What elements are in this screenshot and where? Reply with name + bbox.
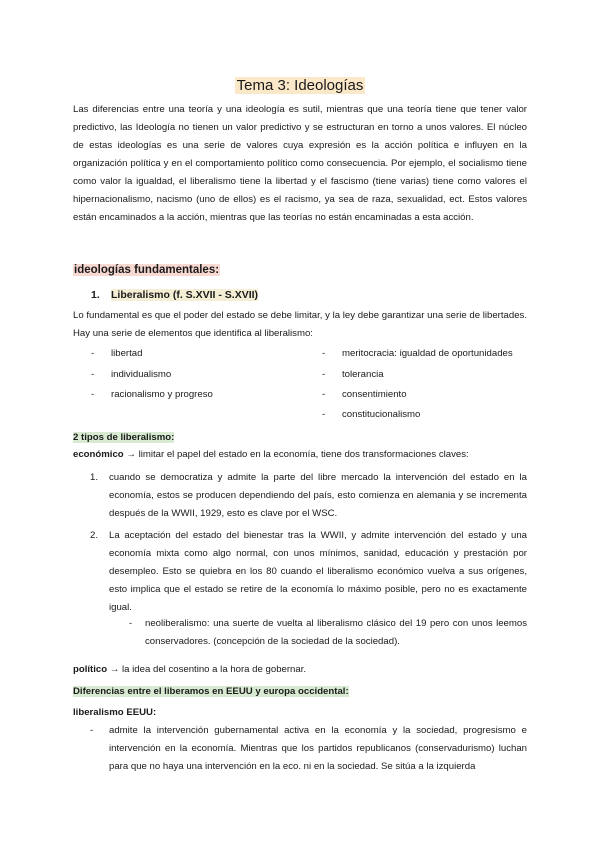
liberalismo-paragraph: Lo fundamental es que el poder del estado se debe limitar, y la ley debe garantizar una serie de libertades. Hay una serie de elementos que identifica al liberalismo:: [73, 310, 527, 339]
heading-text: Liberalismo (f. S.XVII - S.XVII): [111, 289, 259, 301]
heading-diferencias: Diferencias entre el liberamos en EEUU y europa occidental:: [73, 686, 349, 697]
document-page: Tema 3: Ideologías Las diferencias entre una teoría y una ideología es sutil, mientras que una teoría tiene que tener valor predictivo, las Ideología no tienen un valor predictivo y se estructuran en torno a unos valores. El núcleo de estas ideologías es una serie de valores cuya expresión es la acción política e influyen en la organización política y en el comportamiento político como consecuencia. Por ejemplo, el socialismo tiene como valor la igualdad, el liberalismo tiene la libertad y el fascismo (tiene varias) tiene como valores el hipernacionalismo, nacismo (uno de ellos) es el racismo, ya sea de raza, sexualidad, ect. Estos valores están encaminados a la acción, mientras que las teorías no están encaminadas a esta acción. ideologías fundamentales: 1. Liberalismo (f. S.XVII - S.XVII) Lo fundamental es que el poder del estado se debe limitar, y la ley debe garantizar una serie de libertades. Hay una serie de elementos que identifica al liberalismo: - libertad - individualismo - racionalismo y progreso - meritocracia: igualdad de oportunidades - tolerancia - consentimiento - constitucionalismo 2 tipos de liberalismo: económico → limitar el papel del estado en la economía, tiene dos transformaciones claves: 1. cuando se democratiza y admite la parte del libre mercado la intervención del estado en la economía, estos se producen dependiendo del país, esto comienza en alemania y se incrementa después de la WWII, 1929, esto es clave por el WSC. 2. La aceptación del estado del bienestar tras la WWII, y admite intervención del estado y una economía mixta como algo normal, con unos mínimos, sanidad, educación y prestación por desempleo. Esto se quiebra en los 80 cuando el liberalismo económico vuelva a sus orígenes, esto implica que el estado se retire de la economía lo máximo posible, pero no es exactamente igual. - neoliberalismo: una suerte de vuelta al liberalismo clásico del 19 pero con unos leemos conservadores. (concepción de la sociedad de la sociedad). político → la idea del cosentino a la hora de gobernar. Diferencias entre el liberamos en EEUU y europa occidental: liberalismo EEUU: - admite la intervención gubernamental activa en la economía y la sociedad, progresismo e intervención en la economía. Mientras que los partidos republicanos (conservadurismo) luchan para que no haya una intervención en la eco. ni en la sociedad. Se sitúa a la izquierda: [0, 0, 600, 848]
neoliberalismo-item: - neoliberalismo: una suerte de vuelta al liberalismo clásico del 19 pero con unos leemos conservadores. (concepción de la sociedad de la sociedad).: [129, 618, 527, 647]
numbered-item: 1. cuando se democratiza y admite la parte del libre mercado la intervención del estado en la economía, estos se producen dependiendo del país, esto comienza en alemania y se incrementa después de la WWII, 1929, esto es clave por el WSC.: [90, 472, 527, 519]
heading-ideologias-fundamentales: ideologías fundamentales:: [74, 264, 220, 276]
page-title: Tema 3: Ideologías: [236, 77, 364, 94]
eeuu-item: - admite la intervención gubernamental activa en la economía y la sociedad, progresismo e intervención en la economía. Mientras que los partidos republicanos (conservadurismo) luchan para que no haya una intervención en la eco. ni en la sociedad. Se sitúa a la izquierda: [90, 725, 527, 772]
heading-liberalismo-eeuu: liberalismo EEUU:: [73, 707, 157, 718]
numbered-item: 2. La aceptación del estado del bienestar tras la WWII, y admite intervención del estado y una economía mixta como algo normal, con unos mínimos, sanidad, educación y prestación por desempleo. Esto se quiebra en los 80 cuando el liberalismo económico vuelva a sus orígenes, esto implica que el estado se retire de la economía lo máximo posible, pero no es exactamente igual.: [90, 530, 527, 613]
politico-line: político → la idea del cosentino a la hora de gobernar.: [73, 664, 307, 675]
heading-tipos-liberalismo: 2 tipos de liberalismo:: [73, 432, 175, 443]
economico-line: económico → limitar el papel del estado en la economía, tiene dos transformaciones claves:: [73, 449, 469, 460]
intro-paragraph: Las diferencias entre una teoría y una ideología es sutil, mientras que una teoría tiene que tener valor predictivo, las Ideología no tienen un valor predictivo y se estructuran en torno a unos valores. El núcleo de estas ideologías es una serie de valores cuya expresión es la acción política e influyen en la organización política y en el comportamiento político como consecuencia. Por ejemplo, el socialismo tiene como valor la igualdad, el liberalismo tiene la libertad y el fascismo (tiene varias) tiene como valores el hipernacionalismo, nacismo (uno de ellos) es el racismo, ya sea de raza, sexualidad, ect. Estos valores están encaminados a la acción, mientras que las teorías no están encaminadas a esta acción.: [73, 104, 527, 223]
heading-liberalismo: [91, 286, 258, 304]
heading-number: 1.: [91, 289, 100, 301]
